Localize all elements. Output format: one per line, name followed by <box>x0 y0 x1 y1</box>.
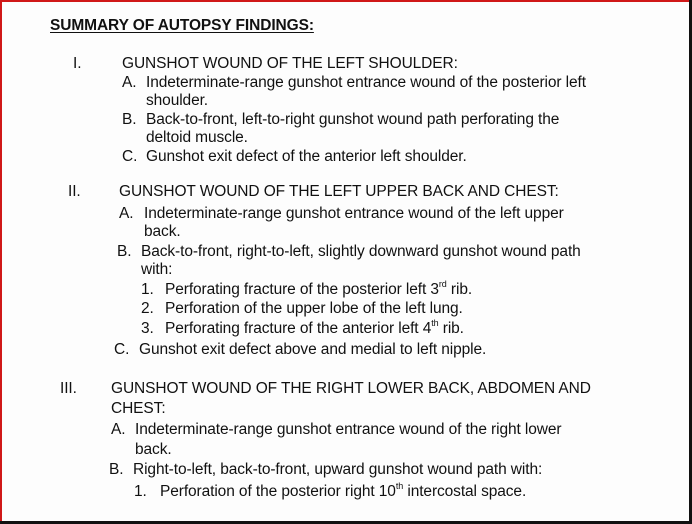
item-letter: B. <box>109 461 124 478</box>
item-text: Indeterminate-range gunshot entrance wound of the left upper <box>144 205 564 222</box>
section-numeral: III. <box>60 380 77 397</box>
item-text: Back-to-front, right-to-left, slightly downward gunshot wound path <box>141 243 581 260</box>
subitem-text: Perforation of the posterior right 10th intercostal space. <box>160 480 527 500</box>
item-text-continued: deltoid muscle. <box>146 129 248 146</box>
item-text: Indeterminate-range gunshot entrance wound of the right lower <box>135 421 562 438</box>
subitem-text: Perforation of the upper lobe of the left lung. <box>165 300 463 317</box>
item-text-continued: with: <box>141 261 173 278</box>
item-text-continued: shoulder. <box>146 92 209 109</box>
section-numeral: II. <box>68 183 81 200</box>
section-title-continued: CHEST: <box>111 400 166 417</box>
item-letter: A. <box>122 74 137 91</box>
item-text-continued: back. <box>135 441 172 458</box>
item-letter: C. <box>122 148 138 165</box>
subitem-number: 3. <box>141 320 154 337</box>
section-title: GUNSHOT WOUND OF THE RIGHT LOWER BACK, ABDOMEN AND <box>111 380 591 397</box>
item-letter: A. <box>111 421 126 438</box>
subitem-number: 1. <box>141 281 154 298</box>
section-title: GUNSHOT WOUND OF THE LEFT UPPER BACK AND CHEST: <box>119 183 559 200</box>
item-text: Back-to-front, left-to-right gunshot wound path perforating the <box>146 111 560 128</box>
item-text: Right-to-left, back-to-front, upward gunshot wound path with: <box>133 461 543 478</box>
item-text: Indeterminate-range gunshot entrance wound of the posterior left <box>146 74 586 91</box>
item-letter: B. <box>122 111 137 128</box>
item-text-continued: back. <box>144 223 181 240</box>
subitem-number: 2. <box>141 300 154 317</box>
item-letter: B. <box>117 243 132 260</box>
item-letter: C. <box>114 341 130 358</box>
subitem-number: 1. <box>134 483 147 500</box>
subitem-text: Perforating fracture of the posterior left 3rd rib. <box>165 278 473 298</box>
page-edge-top <box>0 0 692 2</box>
item-letter: A. <box>119 205 134 222</box>
section-title: GUNSHOT WOUND OF THE LEFT SHOULDER: <box>122 55 458 72</box>
item-text: Gunshot exit defect above and medial to left nipple. <box>139 341 487 358</box>
subitem-text: Perforating fracture of the anterior left 4th rib. <box>165 317 464 337</box>
document-heading: SUMMARY OF AUTOPSY FINDINGS: <box>50 17 314 34</box>
item-text: Gunshot exit defect of the anterior left shoulder. <box>146 148 467 165</box>
page-edge-left <box>0 0 2 524</box>
section-numeral: I. <box>73 55 82 72</box>
